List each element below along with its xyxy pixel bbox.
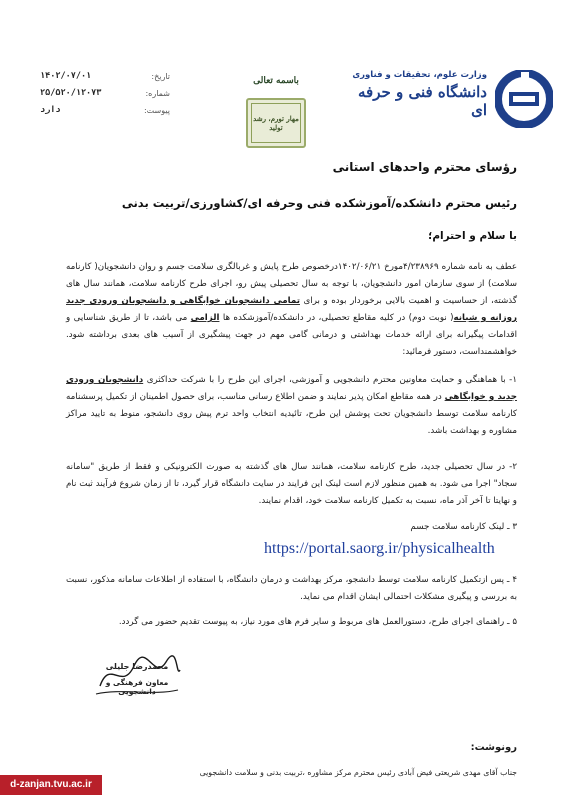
- signature-block: [92, 652, 182, 702]
- number-row: [40, 85, 170, 102]
- para2-highlight: دانشجویان ورودی جدید و خوابگاهی: [66, 375, 518, 402]
- ministry-block: [337, 70, 487, 119]
- paragraph-intro: [66, 259, 517, 361]
- para2-text-b: در همه مقاطع امکان پذیر نمایند و ضمن اطلاع رسانی مناسب، برای حصول اطمینان از تکمیل پرسشنامه کارنامه سلامت توسط دانشجویان تحت پوشش این طرح، تائیدیه انتخاب واحد ترم پیش روی دانشجو، منوط به تایید مراکز مشاوره و بهداشت باشد.: [66, 392, 517, 436]
- para1-text-c: می باشد، تا از طریق شناسایی و اقدامات پیگیرانه برای ارائه خدمات بهداشتی و درمانی گامی مهم در جهت پیشگیری از آسیب های بعدی برداشته شود. خواهشمنداست، دستور فرمائید:: [66, 313, 517, 357]
- paragraph-item-4: ۴ ـ پس ازتکمیل کارنامه سلامت توسط دانشجو، مرکز بهداشت و درمان دانشگاه، با استفاده از اطلاعات سامانه مذکور، نسبت به بررسی و پیگیری مشکلات احتمالی ایشان اقدام می نماید.: [66, 575, 517, 602]
- ministry-line: وزارت علوم، تحقیقات و فناوری: [352, 70, 487, 80]
- cc-recipient: جناب آقای مهدی شریعتی فیض آبادی رئیس محترم مرکز مشاوره ،تربیت بدنی و سلامت دانشجویی: [199, 768, 517, 777]
- number-label: شماره:: [145, 89, 170, 98]
- paragraph-item-5: ۵ ـ راهنمای اجرای طرح، دستورالعمل های مربوط و سایر فرم های مورد نیاز، به پیوست تقدیم حضور می گردد.: [118, 617, 517, 627]
- paragraph-item-1: [66, 372, 517, 440]
- paragraph-item-2: ۲- در سال تحصیلی جدید، طرح کارنامه سلامت، همانند سال های گذشته به صورت الکترونیکی و فقط از طریق "سامانه سجاد" اجرا می شود. به همین منظور لازم است لینک این فرایند در سایت دانشگاه قرار گیرد، تا از زمان شروع فرآیند ثبت نام و نهایتا تا آخر آذر ماه، نسبت به تکمیل کارنامه سلامت خود، اقدام نمایند.: [66, 462, 517, 506]
- date-row: [40, 68, 170, 85]
- attachment-row: [40, 102, 170, 119]
- addressee-primary: رؤسای محترم واحدهای استانی: [332, 160, 517, 174]
- attachment-value: دارد: [40, 105, 61, 115]
- site-watermark: d-zanjan.tvu.ac.ir: [0, 775, 102, 795]
- para2-text-a: ۱- با هماهنگی و حمایت معاونین محترم دانشجویی و آموزشی، اجرای این طرح را با شرکت حداکثری: [143, 375, 517, 385]
- addressee-secondary: رئیس محترم دانشکده/آموزشکده فنی وحرفه ای/کشاورزی/تربیت بدنی: [121, 196, 517, 210]
- cc-title: رونوشت:: [470, 742, 517, 753]
- date-value: ۱۴۰۲/۰۷/۰۱: [40, 71, 92, 81]
- motto: باسمه تعالی: [253, 76, 299, 86]
- attachment-label: پیوست:: [143, 106, 170, 115]
- number-value: ۲۵/۵۲۰/۱۲۰۷۳: [40, 88, 102, 98]
- signatory-name: محمدرضا جلیلی: [105, 662, 169, 671]
- university-name: دانشگاه فنی و حرفه ای: [358, 83, 487, 119]
- para1-text-b: ( نوبت دوم) در کلیه مقاطع تحصیلی، در دانشکده/آموزشکده ها: [219, 313, 454, 323]
- signatory-title: معاون فرهنگی و دانشجویی: [105, 678, 169, 696]
- seal-plate: [246, 98, 306, 148]
- health-portal-link[interactable]: https://portal.saorg.ir/physicalhealth: [264, 540, 495, 557]
- university-logo-icon: [495, 70, 553, 128]
- seal-text: مهار تورم، رشد تولید: [253, 114, 299, 132]
- para1-highlight-students: تمامی دانشجویان خوابگاهی و دانشجویان ورودی جدید روزانه و شبانه: [66, 296, 517, 323]
- campaign-seal: [240, 76, 312, 152]
- para1-text-a: عطف به نامه شماره ۴/۲۳۸۹۶۹مورخ ۱۴۰۲/۰۶/۲۱درخصوص طرح پایش و غربالگری سلامت جسم و روان دانشجویان( کارنامه سلامت) از سوی سازمان امور دانشجویان، با توجه به سال تحصیلی پیش رو، اجرای طرح کارنامه سلامت، همانند سال های گذشته، از حساسیت و اهمیت بالایی برخوردار بوده و برای: [66, 262, 518, 306]
- greeting: با سلام و احترام؛: [428, 230, 517, 242]
- paragraph-item-3: ۳ ـ لینک کارنامه سلامت جسم: [410, 522, 517, 532]
- letter-meta: [40, 68, 170, 119]
- para1-highlight-mandatory: الزامی: [190, 313, 220, 323]
- date-label: تاریخ:: [151, 72, 170, 81]
